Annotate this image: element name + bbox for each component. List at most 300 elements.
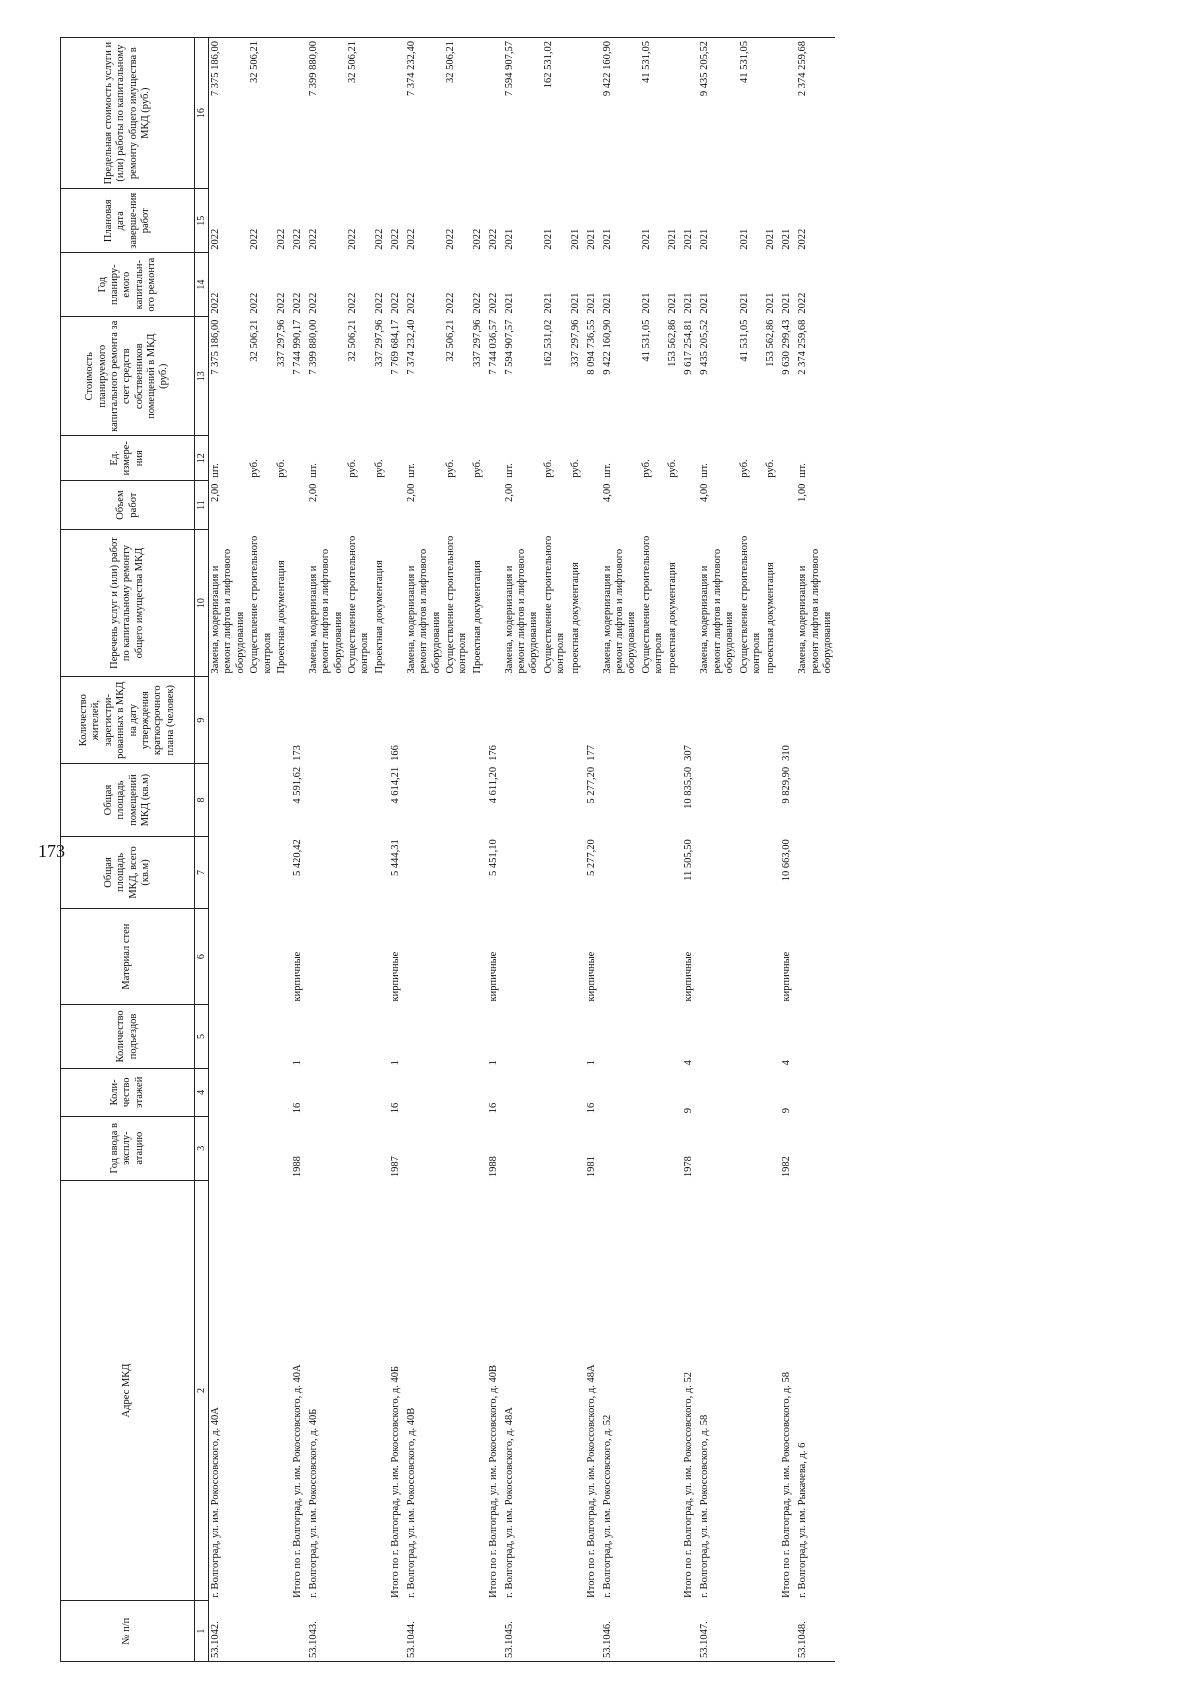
cell-col-7: 10 663,00 <box>781 839 793 882</box>
cell-col-2 <box>471 1180 487 1601</box>
cell-col-11 <box>585 481 601 530</box>
column-header-15: Плановая дата заверше-ния работ <box>61 189 195 253</box>
column-header-14: Год планиру-емого капитальн-ого ремонта <box>61 253 195 317</box>
cell-col-14: 2021 <box>503 292 515 314</box>
cell-col-13: 2 374 259,68 <box>797 319 809 375</box>
cell-col-9: 173 <box>291 745 303 761</box>
cell-col-11: 2,00 <box>307 483 319 502</box>
column-number-12: 12 <box>195 436 209 481</box>
table-row <box>209 38 249 1662</box>
cell-col-3 <box>698 1116 737 1180</box>
cell-col-1 <box>738 1601 765 1662</box>
cell-col-5 <box>764 1004 780 1068</box>
cell-col-8: 4 611,20 <box>487 766 499 804</box>
column-header-16: Предельная стоимость услуги и (или) работы по капитальному ремонту общего имущества в МКД (руб.) <box>61 38 195 189</box>
cell-col-2: г. Волгоград, ул. им. Рокоссовского, д. 40А <box>210 1407 221 1598</box>
cell-col-6 <box>764 909 780 1005</box>
cell-col-1 <box>389 1601 405 1662</box>
cell-col-3 <box>542 1116 569 1180</box>
cell-col-14: 2022 <box>487 292 499 314</box>
cell-col-6: кирпичные <box>389 951 401 1002</box>
cell-col-14: 2022 <box>797 292 809 314</box>
table-row <box>373 38 389 1662</box>
cell-col-13: 7 594 907,57 <box>503 319 515 375</box>
cell-col-14: 2022 <box>389 292 401 314</box>
cell-col-6 <box>444 909 471 1005</box>
cell-col-11 <box>487 481 503 530</box>
cell-col-9 <box>796 677 835 764</box>
cell-col-10 <box>585 530 601 677</box>
cell-col-6 <box>503 909 542 1005</box>
cell-col-5 <box>738 1004 765 1068</box>
cell-col-12: руб. <box>765 459 777 478</box>
cell-col-15: 2022 <box>373 228 385 250</box>
cell-col-6: кирпичные <box>291 951 303 1002</box>
cell-col-3 <box>666 1116 682 1180</box>
cell-col-1 <box>444 1601 471 1662</box>
cell-col-13: 32 506,21 <box>347 319 358 362</box>
cell-col-4 <box>698 1068 737 1116</box>
cell-col-13: 7 374 232,40 <box>405 319 417 375</box>
cell-col-11: 4,00 <box>699 483 711 502</box>
cell-col-10: Замена, модернизация и ремонт лифтов и лифтового оборудования <box>307 548 344 674</box>
cell-col-11 <box>471 481 487 530</box>
cell-col-13: 7 744 036,57 <box>487 319 499 375</box>
column-number-4: 4 <box>195 1068 209 1116</box>
cell-col-15: 2021 <box>601 228 613 250</box>
column-header-1: № п/п <box>61 1601 195 1662</box>
table-row <box>389 38 405 1662</box>
cell-col-3 <box>373 1116 389 1180</box>
cell-col-10: Проектная документация <box>373 560 385 674</box>
cell-col-3 <box>738 1116 765 1180</box>
cell-col-15: 2021 <box>569 228 581 250</box>
column-header-3: Год ввода в эксплу-атацию <box>61 1116 195 1180</box>
cell-col-1: 53.1048. <box>796 1601 835 1662</box>
cell-col-1 <box>666 1601 682 1662</box>
column-header-6: Материал стен <box>61 909 195 1005</box>
cell-col-9 <box>738 677 765 764</box>
cell-col-4 <box>601 1068 640 1116</box>
cell-col-16 <box>764 38 780 189</box>
cell-col-12: руб. <box>249 459 261 478</box>
cell-col-2 <box>542 1180 569 1601</box>
cell-col-15: 2021 <box>503 228 515 250</box>
cell-col-12 <box>487 436 503 481</box>
cell-col-7 <box>346 836 373 908</box>
table-body <box>209 38 836 1662</box>
column-number-row <box>195 38 209 1662</box>
cell-col-9 <box>248 677 275 764</box>
cell-col-11 <box>569 481 585 530</box>
cell-col-15: 2022 <box>405 228 417 250</box>
cell-col-12 <box>682 436 698 481</box>
table-row <box>503 38 542 1662</box>
cell-col-14: 2021 <box>542 292 554 314</box>
table-row <box>275 38 291 1662</box>
cell-col-5 <box>471 1004 487 1068</box>
cell-col-12 <box>291 436 307 481</box>
cell-col-9 <box>569 677 585 764</box>
cell-col-7 <box>373 836 389 908</box>
cell-col-10: Замена, модернизация и ремонт лифтов и лифтового оборудования <box>210 548 246 674</box>
table-row <box>405 38 444 1662</box>
cell-col-6 <box>405 909 444 1005</box>
cell-col-6 <box>275 909 291 1005</box>
cell-col-12 <box>389 436 405 481</box>
cell-col-14: 2021 <box>738 292 750 314</box>
cell-col-2 <box>764 1180 780 1601</box>
cell-col-5 <box>373 1004 389 1068</box>
cell-col-15: 2021 <box>699 228 711 250</box>
cell-col-9 <box>601 677 640 764</box>
cell-col-2 <box>666 1180 682 1601</box>
column-header-4: Коли-чество этажей <box>61 1068 195 1116</box>
cell-col-15: 2022 <box>210 228 221 250</box>
cell-col-4: 9 <box>683 1108 695 1114</box>
cell-col-14: 2021 <box>640 292 652 314</box>
column-number-10: 10 <box>195 530 209 677</box>
cell-col-9 <box>346 677 373 764</box>
cell-col-5: 1 <box>291 1060 303 1066</box>
cell-col-16 <box>585 38 601 189</box>
cell-col-10 <box>780 530 796 677</box>
cell-col-9: 307 <box>683 745 695 761</box>
cell-col-2: Итого по г. Волгоград, ул. им. Рокоссовского, д. 52 <box>683 1372 695 1598</box>
cell-col-8 <box>640 764 667 836</box>
column-header-2: Адрес МКД <box>61 1180 195 1601</box>
table-row <box>291 38 307 1662</box>
cell-col-13: 8 094 736,55 <box>585 319 597 375</box>
cell-col-1 <box>275 1601 291 1662</box>
cell-col-8 <box>569 764 585 836</box>
cell-col-4: 16 <box>585 1102 597 1114</box>
cell-col-11 <box>275 481 291 530</box>
cell-col-2: г. Волгоград, ул. им. Рокоссовского, д. 40Б <box>307 1408 319 1598</box>
cell-col-15: 2022 <box>471 228 483 250</box>
table-row <box>796 38 835 1662</box>
cell-col-5 <box>307 1004 346 1068</box>
cell-col-7: 5 444,31 <box>389 839 401 876</box>
cell-col-8 <box>405 764 444 836</box>
cell-col-10: Замена, модернизация и ремонт лифтов и лифтового оборудования <box>797 548 833 674</box>
cell-col-16 <box>471 38 487 189</box>
cell-col-4 <box>405 1068 444 1116</box>
cell-col-9 <box>640 677 667 764</box>
cell-col-9 <box>471 677 487 764</box>
cell-col-4 <box>307 1068 346 1116</box>
cell-col-10: Замена, модернизация и ремонт лифтов и лифтового оборудования <box>601 548 638 674</box>
table-row <box>248 38 275 1662</box>
cell-col-9 <box>542 677 569 764</box>
table-row <box>569 38 585 1662</box>
cell-col-5 <box>640 1004 667 1068</box>
cell-col-3 <box>405 1116 444 1180</box>
cell-col-15: 2022 <box>389 228 401 250</box>
cell-col-5 <box>275 1004 291 1068</box>
cell-col-3 <box>503 1116 542 1180</box>
cell-col-7 <box>666 836 682 908</box>
table-row <box>764 38 780 1662</box>
cell-col-8: 4 591,62 <box>291 766 303 804</box>
cell-col-5: 4 <box>683 1060 695 1066</box>
cell-col-8 <box>601 764 640 836</box>
column-number-7: 7 <box>195 836 209 908</box>
table-row <box>601 38 640 1662</box>
cell-col-1: 53.1042. <box>209 1601 249 1662</box>
column-number-1: 1 <box>195 1601 209 1662</box>
cell-col-7 <box>248 836 275 908</box>
cell-col-6 <box>471 909 487 1005</box>
cell-col-16 <box>291 38 307 189</box>
cell-col-16 <box>682 38 698 189</box>
cell-col-1 <box>569 1601 585 1662</box>
cell-col-7 <box>275 836 291 908</box>
cell-col-10: проектная документация <box>765 562 777 674</box>
cell-col-5 <box>601 1004 640 1068</box>
cell-col-16 <box>389 38 405 189</box>
table-row <box>698 38 737 1662</box>
cell-col-11 <box>291 481 307 530</box>
cell-col-7 <box>601 836 640 908</box>
cell-col-14: 2022 <box>347 292 358 314</box>
cell-col-3 <box>471 1116 487 1180</box>
cell-col-6 <box>209 909 249 1005</box>
cell-col-5 <box>346 1004 373 1068</box>
cell-col-7 <box>444 836 471 908</box>
cell-col-14: 2021 <box>781 292 793 314</box>
cell-col-3 <box>569 1116 585 1180</box>
cell-col-12: руб. <box>471 459 483 478</box>
cell-col-3: 1978 <box>683 1156 695 1178</box>
cell-col-10: Замена, модернизация и ремонт лифтов и лифтового оборудования <box>405 548 442 674</box>
cell-col-15: 2022 <box>275 228 287 250</box>
cell-col-12: шт. <box>210 463 221 478</box>
cell-col-12: шт. <box>699 463 711 478</box>
cell-col-1 <box>471 1601 487 1662</box>
cell-col-8 <box>444 764 471 836</box>
cell-col-12: шт. <box>601 463 613 478</box>
cell-col-14: 2021 <box>683 292 695 314</box>
cell-col-6 <box>796 909 835 1005</box>
cell-col-8 <box>307 764 346 836</box>
cell-col-16 <box>666 38 682 189</box>
page-number: 173 <box>38 841 65 861</box>
cell-col-14: 2022 <box>275 292 287 314</box>
column-number-16: 16 <box>195 38 209 189</box>
cell-col-16: 7 374 232,40 <box>405 38 444 189</box>
cell-col-13: 337 297,96 <box>275 319 287 367</box>
cell-col-9 <box>503 677 542 764</box>
cell-col-4 <box>209 1068 249 1116</box>
cell-col-5: 1 <box>487 1060 499 1066</box>
cell-col-5 <box>542 1004 569 1068</box>
cell-col-9 <box>209 677 249 764</box>
cell-col-10: Проектная документация <box>275 560 287 674</box>
cell-col-4 <box>346 1068 373 1116</box>
cell-col-12: шт. <box>797 463 809 478</box>
cell-col-2: г. Волгоград, ул. им. Рокоссовского, д. 40В <box>405 1407 417 1598</box>
cell-col-6 <box>666 909 682 1005</box>
cell-col-7 <box>796 836 835 908</box>
cell-col-16: 7 375 186,00 <box>209 38 249 189</box>
cell-col-5 <box>248 1004 275 1068</box>
column-number-6: 6 <box>195 909 209 1005</box>
cell-col-15: 2021 <box>683 228 695 250</box>
cell-col-2 <box>569 1180 585 1601</box>
cell-col-14: 2021 <box>601 292 613 314</box>
cell-col-13: 337 297,96 <box>373 319 385 367</box>
cell-col-7: 5 277,20 <box>585 839 597 876</box>
column-header-13: Стоимость планируемого капитального ремонта за счет средств собственников помещений в МКД (руб.) <box>61 317 195 436</box>
cell-col-10: Осуществление строительного контроля <box>542 535 567 674</box>
cell-col-2: Итого по г. Волгоград, ул. им. Рокоссовского, д. 48А <box>585 1364 597 1598</box>
cell-col-15: 2021 <box>765 228 777 250</box>
cell-col-11: 2,00 <box>405 483 417 502</box>
column-header-7: Общая площадь МКД, всего (кв.м) <box>61 836 195 908</box>
cell-col-2 <box>275 1180 291 1601</box>
cell-col-10: Осуществление строительного контроля <box>347 535 371 674</box>
cell-col-11 <box>738 481 765 530</box>
cell-col-9 <box>307 677 346 764</box>
cell-col-10: Осуществление строительного контроля <box>444 535 469 674</box>
cell-col-14: 2021 <box>569 292 581 314</box>
cell-col-1 <box>373 1601 389 1662</box>
cell-col-3 <box>601 1116 640 1180</box>
cell-col-9: 166 <box>389 745 401 761</box>
cell-col-16: 41 531,05 <box>738 38 765 189</box>
cell-col-16 <box>780 38 796 189</box>
column-header-12: Ед. измере-ния <box>61 436 195 481</box>
cell-col-3 <box>275 1116 291 1180</box>
cell-col-1 <box>585 1601 601 1662</box>
cell-col-14: 2021 <box>699 292 711 314</box>
cell-col-8 <box>764 764 780 836</box>
cell-col-8: 5 277,20 <box>585 766 597 804</box>
cell-col-6 <box>307 909 346 1005</box>
cell-col-10: Замена, модернизация и ремонт лифтов и лифтового оборудования <box>699 548 736 674</box>
table-row <box>444 38 471 1662</box>
cell-col-8: 9 829,90 <box>781 766 793 804</box>
cell-col-15: 2022 <box>487 228 499 250</box>
cell-col-9 <box>666 677 682 764</box>
cell-col-3: 1982 <box>781 1156 793 1178</box>
cell-col-13: 153 562,86 <box>667 319 679 367</box>
cell-col-14: 2022 <box>307 292 319 314</box>
cell-col-2 <box>444 1180 471 1601</box>
cell-col-14: 2021 <box>667 292 679 314</box>
cell-col-13: 32 506,21 <box>444 319 456 362</box>
cell-col-2 <box>738 1180 765 1601</box>
cell-col-14: 2022 <box>373 292 385 314</box>
cell-col-13: 337 297,96 <box>569 319 581 367</box>
cell-col-14: 2022 <box>210 292 221 314</box>
cell-col-14: 2022 <box>291 292 303 314</box>
cell-col-15: 2022 <box>249 228 261 250</box>
cell-col-6 <box>373 909 389 1005</box>
cell-col-2: г. Волгоград, ул. им. Рыкачева, д. 6 <box>797 1442 809 1598</box>
cell-col-6 <box>601 909 640 1005</box>
column-header-8: Общая площадь помещений МКД (кв.м) <box>61 764 195 836</box>
cell-col-1: 53.1043. <box>307 1601 346 1662</box>
cell-col-8 <box>738 764 765 836</box>
cell-col-11 <box>248 481 275 530</box>
cell-col-16 <box>487 38 503 189</box>
cell-col-7 <box>471 836 487 908</box>
cell-col-7 <box>542 836 569 908</box>
cell-col-1: 53.1045. <box>503 1601 542 1662</box>
table-row <box>666 38 682 1662</box>
cell-col-8 <box>542 764 569 836</box>
cell-col-2: Итого по г. Волгоград, ул. им. Рокоссовского, д. 58 <box>781 1372 793 1598</box>
cell-col-16: 32 506,21 <box>444 38 471 189</box>
cell-col-10 <box>389 530 405 677</box>
column-header-9: Количество жителей, зарегистри-рованных в МКД на дату утверждения краткосрочного плана (человек) <box>61 677 195 764</box>
cell-col-15: 2021 <box>667 228 679 250</box>
column-number-13: 13 <box>195 317 209 436</box>
cell-col-12: руб. <box>738 459 750 478</box>
cell-col-2: Итого по г. Волгоград, ул. им. Рокоссовского, д. 40А <box>291 1364 303 1598</box>
cell-col-7 <box>307 836 346 908</box>
cell-col-1 <box>248 1601 275 1662</box>
column-number-9: 9 <box>195 677 209 764</box>
cell-col-13: 9 630 299,43 <box>781 319 793 375</box>
cell-col-10 <box>682 530 698 677</box>
cell-col-8: 10 835,50 <box>683 766 695 809</box>
cell-col-12: руб. <box>444 459 456 478</box>
cell-col-13: 32 506,21 <box>249 319 261 362</box>
cell-col-16: 162 531,02 <box>542 38 569 189</box>
cell-col-2 <box>248 1180 275 1601</box>
cell-col-6 <box>542 909 569 1005</box>
cell-col-6 <box>569 909 585 1005</box>
cell-col-11 <box>640 481 667 530</box>
cell-col-1 <box>780 1601 796 1662</box>
cell-col-8 <box>471 764 487 836</box>
cell-col-12 <box>585 436 601 481</box>
cell-col-12: руб. <box>347 459 358 478</box>
cell-col-4 <box>796 1068 835 1116</box>
cell-col-7: 5 420,42 <box>291 839 303 876</box>
cell-col-9 <box>444 677 471 764</box>
cell-col-16: 9 435 205,52 <box>698 38 737 189</box>
cell-col-16: 41 531,05 <box>640 38 667 189</box>
cell-col-12: руб. <box>275 459 287 478</box>
cell-col-6 <box>738 909 765 1005</box>
cell-col-8 <box>275 764 291 836</box>
cell-col-10: Замена, модернизация и ремонт лифтов и лифтового оборудования <box>503 548 540 674</box>
cell-col-1 <box>542 1601 569 1662</box>
cell-col-10: Проектная документация <box>471 560 483 674</box>
table-row <box>471 38 487 1662</box>
cell-col-4 <box>666 1068 682 1116</box>
cell-col-8 <box>209 764 249 836</box>
cell-col-3 <box>764 1116 780 1180</box>
cell-col-5 <box>209 1004 249 1068</box>
cell-col-8 <box>698 764 737 836</box>
cell-col-3: 1987 <box>389 1156 401 1178</box>
cell-col-4: 9 <box>781 1108 793 1114</box>
cell-col-3 <box>444 1116 471 1180</box>
cell-col-15: 2021 <box>738 228 750 250</box>
cell-col-8 <box>503 764 542 836</box>
cell-col-1: 53.1044. <box>405 1601 444 1662</box>
cell-col-10: Осуществление строительного контроля <box>640 535 664 674</box>
cell-col-1 <box>291 1601 307 1662</box>
table-row <box>346 38 373 1662</box>
cell-col-4 <box>373 1068 389 1116</box>
cell-col-14: 2022 <box>471 292 483 314</box>
